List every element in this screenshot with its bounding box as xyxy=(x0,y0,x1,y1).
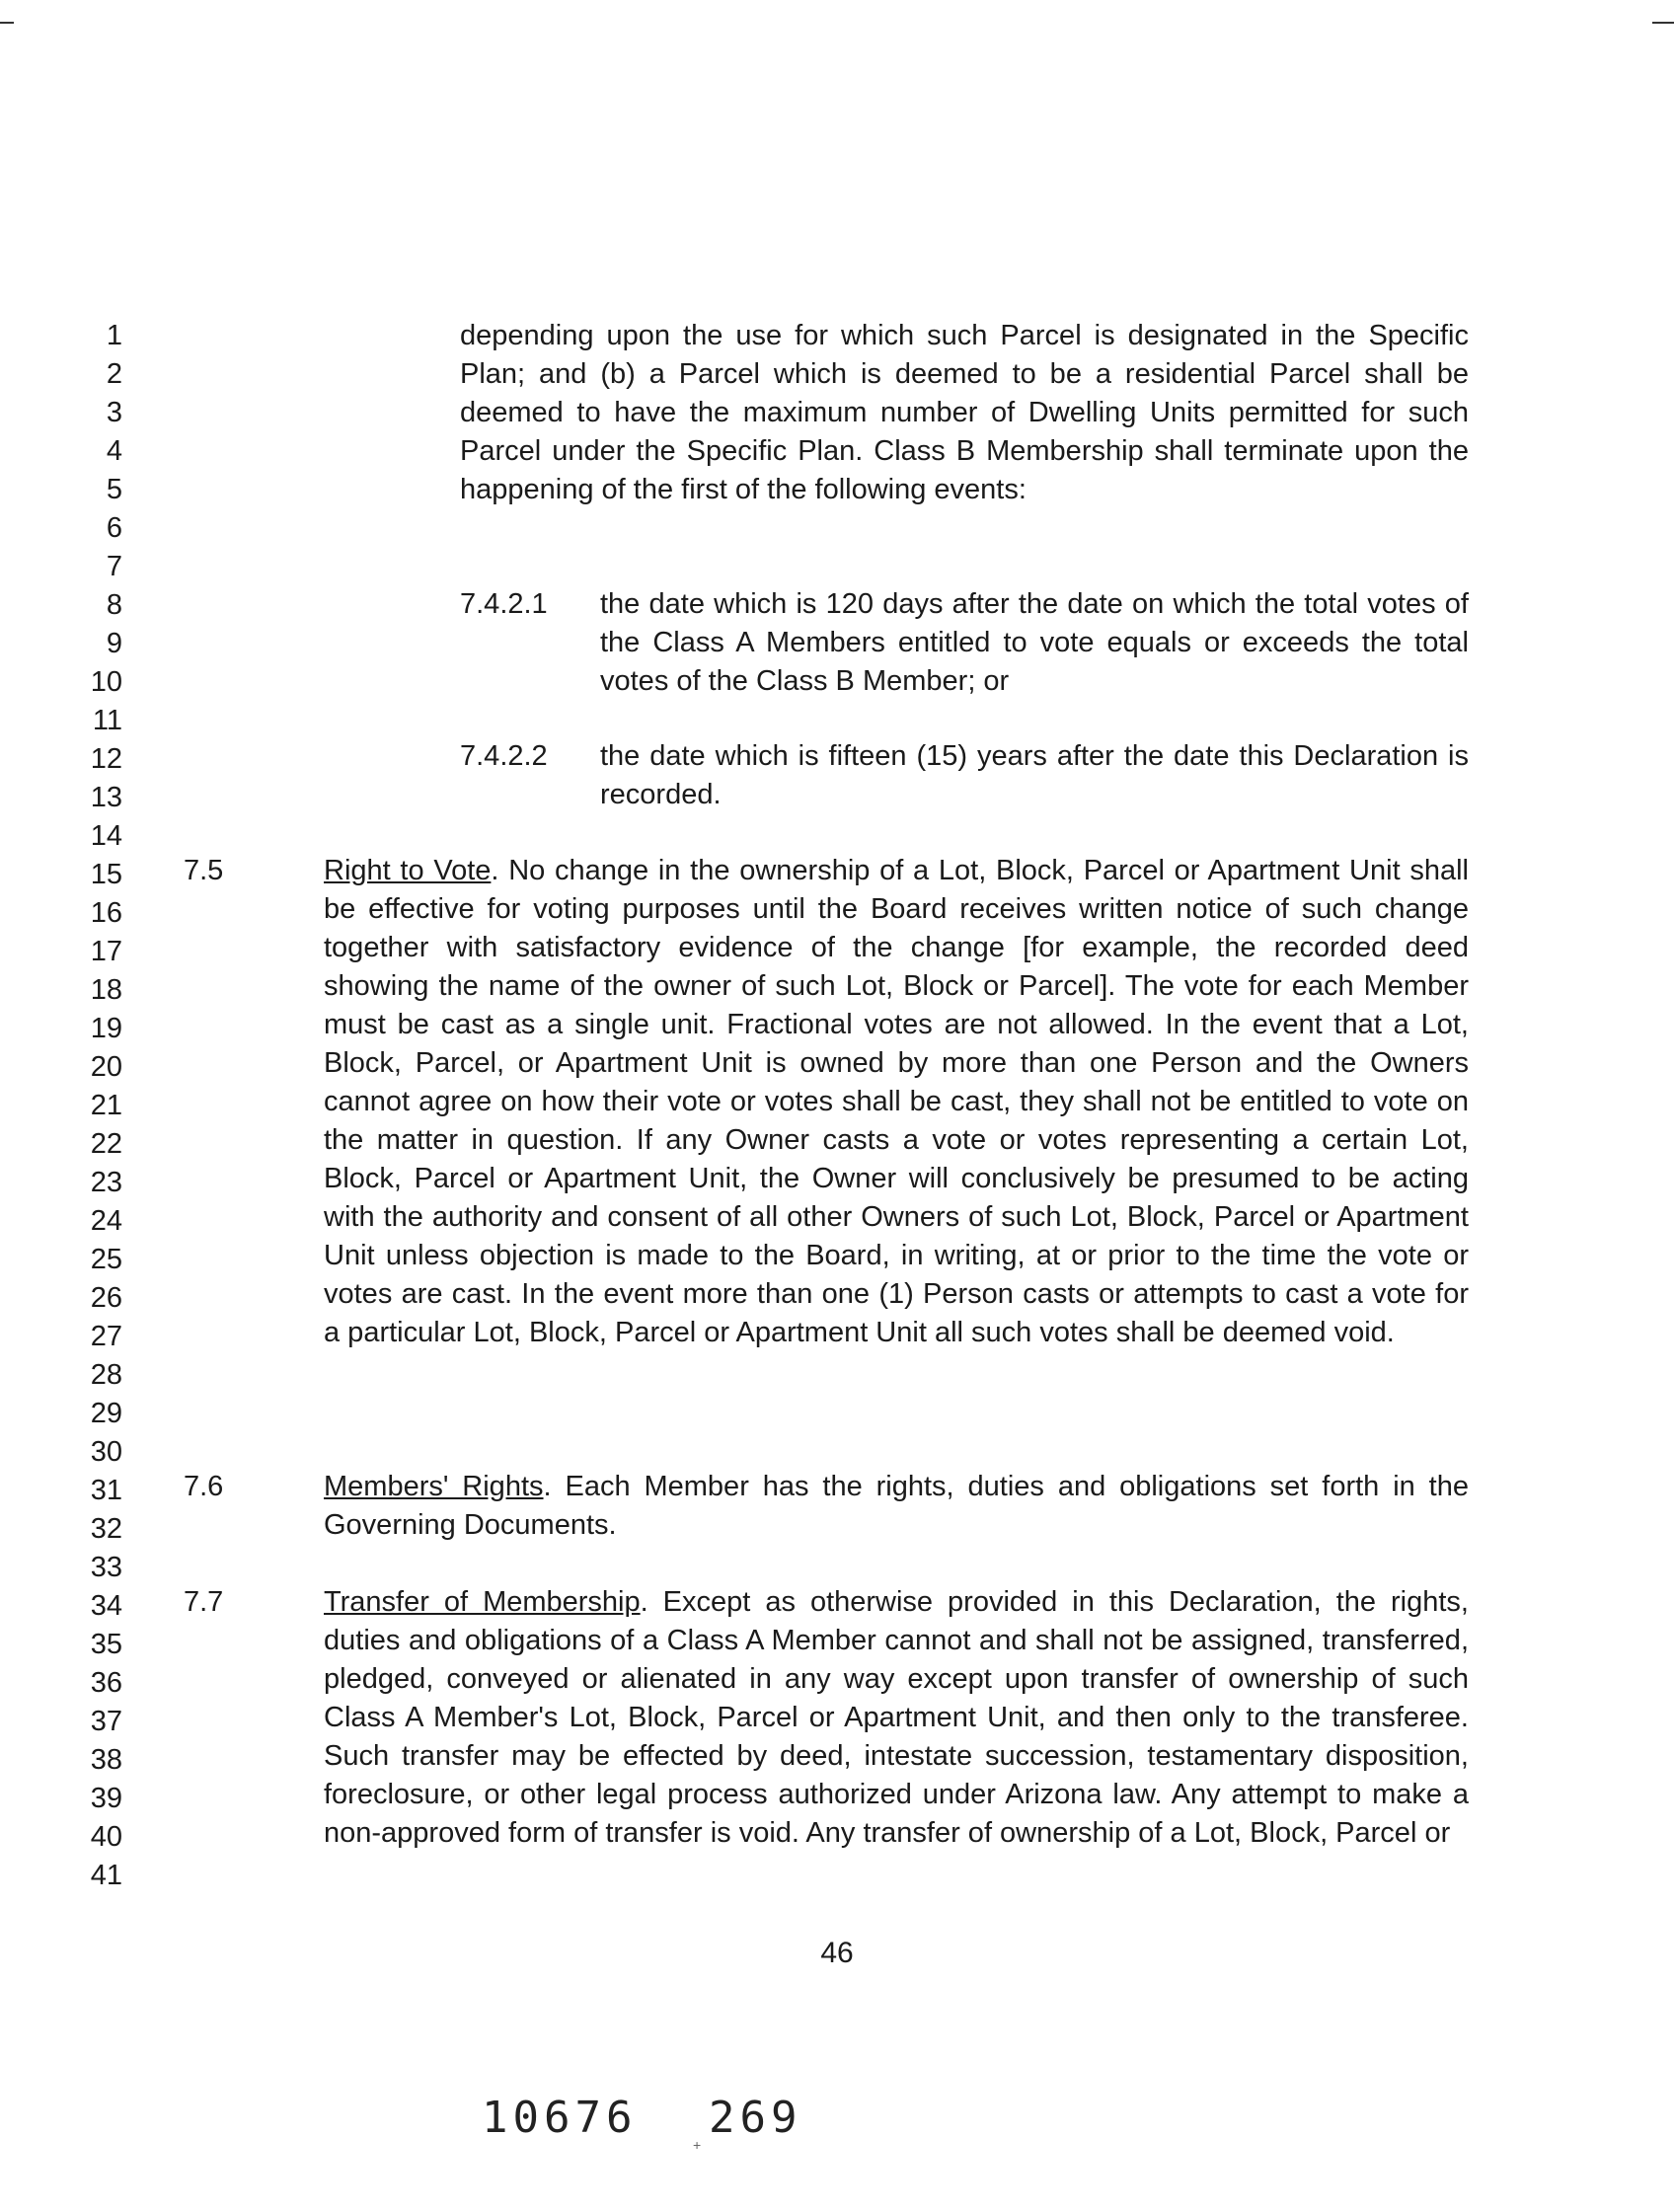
line-number: 18 xyxy=(90,974,122,1006)
subsection-text: the date which is 120 days after the date on which the total votes of the Class A Members entitled to vote equals or exceeds the total votes of the Class B Member; or xyxy=(600,588,1469,697)
line-number: 22 xyxy=(90,1128,122,1160)
line-number: 11 xyxy=(92,705,122,736)
line-number: 40 xyxy=(90,1821,122,1853)
line-number: 23 xyxy=(90,1167,122,1198)
recording-page-number: 269 xyxy=(709,2093,802,2143)
line-number: 3 xyxy=(106,397,122,428)
line-number: 19 xyxy=(90,1013,122,1044)
section-number: 7.7 xyxy=(184,1586,224,1618)
line-number: 12 xyxy=(90,743,122,775)
line-number: 39 xyxy=(90,1783,122,1814)
line-number: 32 xyxy=(90,1513,122,1545)
line-number: 38 xyxy=(90,1744,122,1776)
section-number: 7.6 xyxy=(184,1471,224,1502)
crop-mark-right xyxy=(1652,22,1674,24)
page-number: 46 xyxy=(820,1937,854,1969)
subsection-number: 7.4.2.1 xyxy=(460,588,548,620)
line-number: 31 xyxy=(90,1475,122,1506)
line-number: 10 xyxy=(90,666,122,698)
line-number: 4 xyxy=(106,435,122,467)
line-number: 1 xyxy=(106,320,122,351)
line-number: 16 xyxy=(90,897,122,929)
subsection-text: the date which is fifteen (15) years after the date this Declaration is recorded. xyxy=(600,740,1469,810)
subsection-number: 7.4.2.2 xyxy=(460,740,548,772)
line-number: 34 xyxy=(90,1590,122,1622)
line-number: 6 xyxy=(106,512,122,544)
line-number: 37 xyxy=(90,1706,122,1737)
line-number: 41 xyxy=(90,1860,122,1891)
line-number: 15 xyxy=(90,859,122,890)
section-paragraph xyxy=(324,1468,1469,1545)
line-number: 21 xyxy=(90,1090,122,1121)
section-paragraph xyxy=(324,852,1469,1352)
stray-mark: + xyxy=(693,2137,702,2153)
line-number: 33 xyxy=(90,1552,122,1583)
section-heading: Members' Rights xyxy=(324,1471,544,1502)
line-number: 26 xyxy=(90,1282,122,1314)
recording-book-number: 10676 xyxy=(482,2093,638,2143)
line-number: 8 xyxy=(106,589,122,621)
line-number: 25 xyxy=(90,1244,122,1275)
line-number: 2 xyxy=(106,358,122,390)
line-number: 9 xyxy=(106,628,122,659)
line-number: 30 xyxy=(90,1436,122,1468)
section-heading: Right to Vote xyxy=(324,855,492,886)
line-number: 17 xyxy=(90,936,122,967)
line-number: 29 xyxy=(90,1398,122,1429)
line-number: 5 xyxy=(106,474,122,505)
section-body: . Except as otherwise provided in this Declaration, the rights, duties and obligations of a Class A Member cannot and shall not be assigned, transferred, pledged, conveyed or alienated in any way except upon transfer of ownership of such Class A Member's Lot, Block, Parcel or Apartment Unit, and then only to the transferee. Such transfer may be effected by deed, intestate succession, testamentary disposition, foreclosure, or other legal process authorized under Arizona law. Any attempt to make a non-approved form of transfer is void. Any transfer of ownership of a Lot, Block, Parcel or xyxy=(324,1586,1469,1849)
line-number: 13 xyxy=(90,782,122,813)
line-number: 14 xyxy=(90,820,122,852)
section-number: 7.5 xyxy=(184,855,224,886)
line-number: 28 xyxy=(90,1359,122,1391)
section-paragraph xyxy=(324,1583,1469,1853)
line-number: 20 xyxy=(90,1051,122,1083)
line-number: 27 xyxy=(90,1321,122,1352)
line-number: 35 xyxy=(90,1629,122,1660)
section-body: . Each Member has the rights, duties and obligations set forth in the Governing Documents. xyxy=(324,1471,1469,1541)
intro-paragraph: depending upon the use for which such Parcel is designated in the Specific Plan; and (b) a Parcel which is deemed to be a residential Parcel shall be deemed to have the maximum number of Dwelling Units permitted for such Parcel under the Specific Plan. Class B Membership shall terminate upon the happening of the first of the following events: xyxy=(460,320,1469,505)
section-heading: Transfer of Membership xyxy=(324,1586,641,1618)
line-number: 24 xyxy=(90,1205,122,1237)
section-body: . No change in the ownership of a Lot, Block, Parcel or Apartment Unit shall be effective for voting purposes until the Board receives written notice of such change together with satisfactory evidence of the change [for example, the recorded deed showing the name of the owner of such Lot, Block or Parcel]. The vote for each Member must be cast as a single unit. Fractional votes are not allowed. In the event that a Lot, Block, Parcel, or Apartment Unit is owned by more than one Person and the Owners cannot agree on how their vote or votes shall be cast, they shall not be entitled to vote on the matter in question. If any Owner casts a vote or votes representing a certain Lot, Block, Parcel or Apartment Unit, the Owner will conclusively be presumed to be acting with the authority and consent of all other Owners of such Lot, Block, Parcel or Apartment Unit unless objection is made to the Board, in writing, at or prior to the time the vote or votes are cast. In the event more than one (1) Person casts or attempts to cast a vote for a particular Lot, Block, Parcel or Apartment Unit all such votes shall be deemed void. xyxy=(324,855,1469,1348)
line-number: 7 xyxy=(106,551,122,582)
crop-mark-left xyxy=(0,22,14,24)
line-number: 36 xyxy=(90,1667,122,1699)
